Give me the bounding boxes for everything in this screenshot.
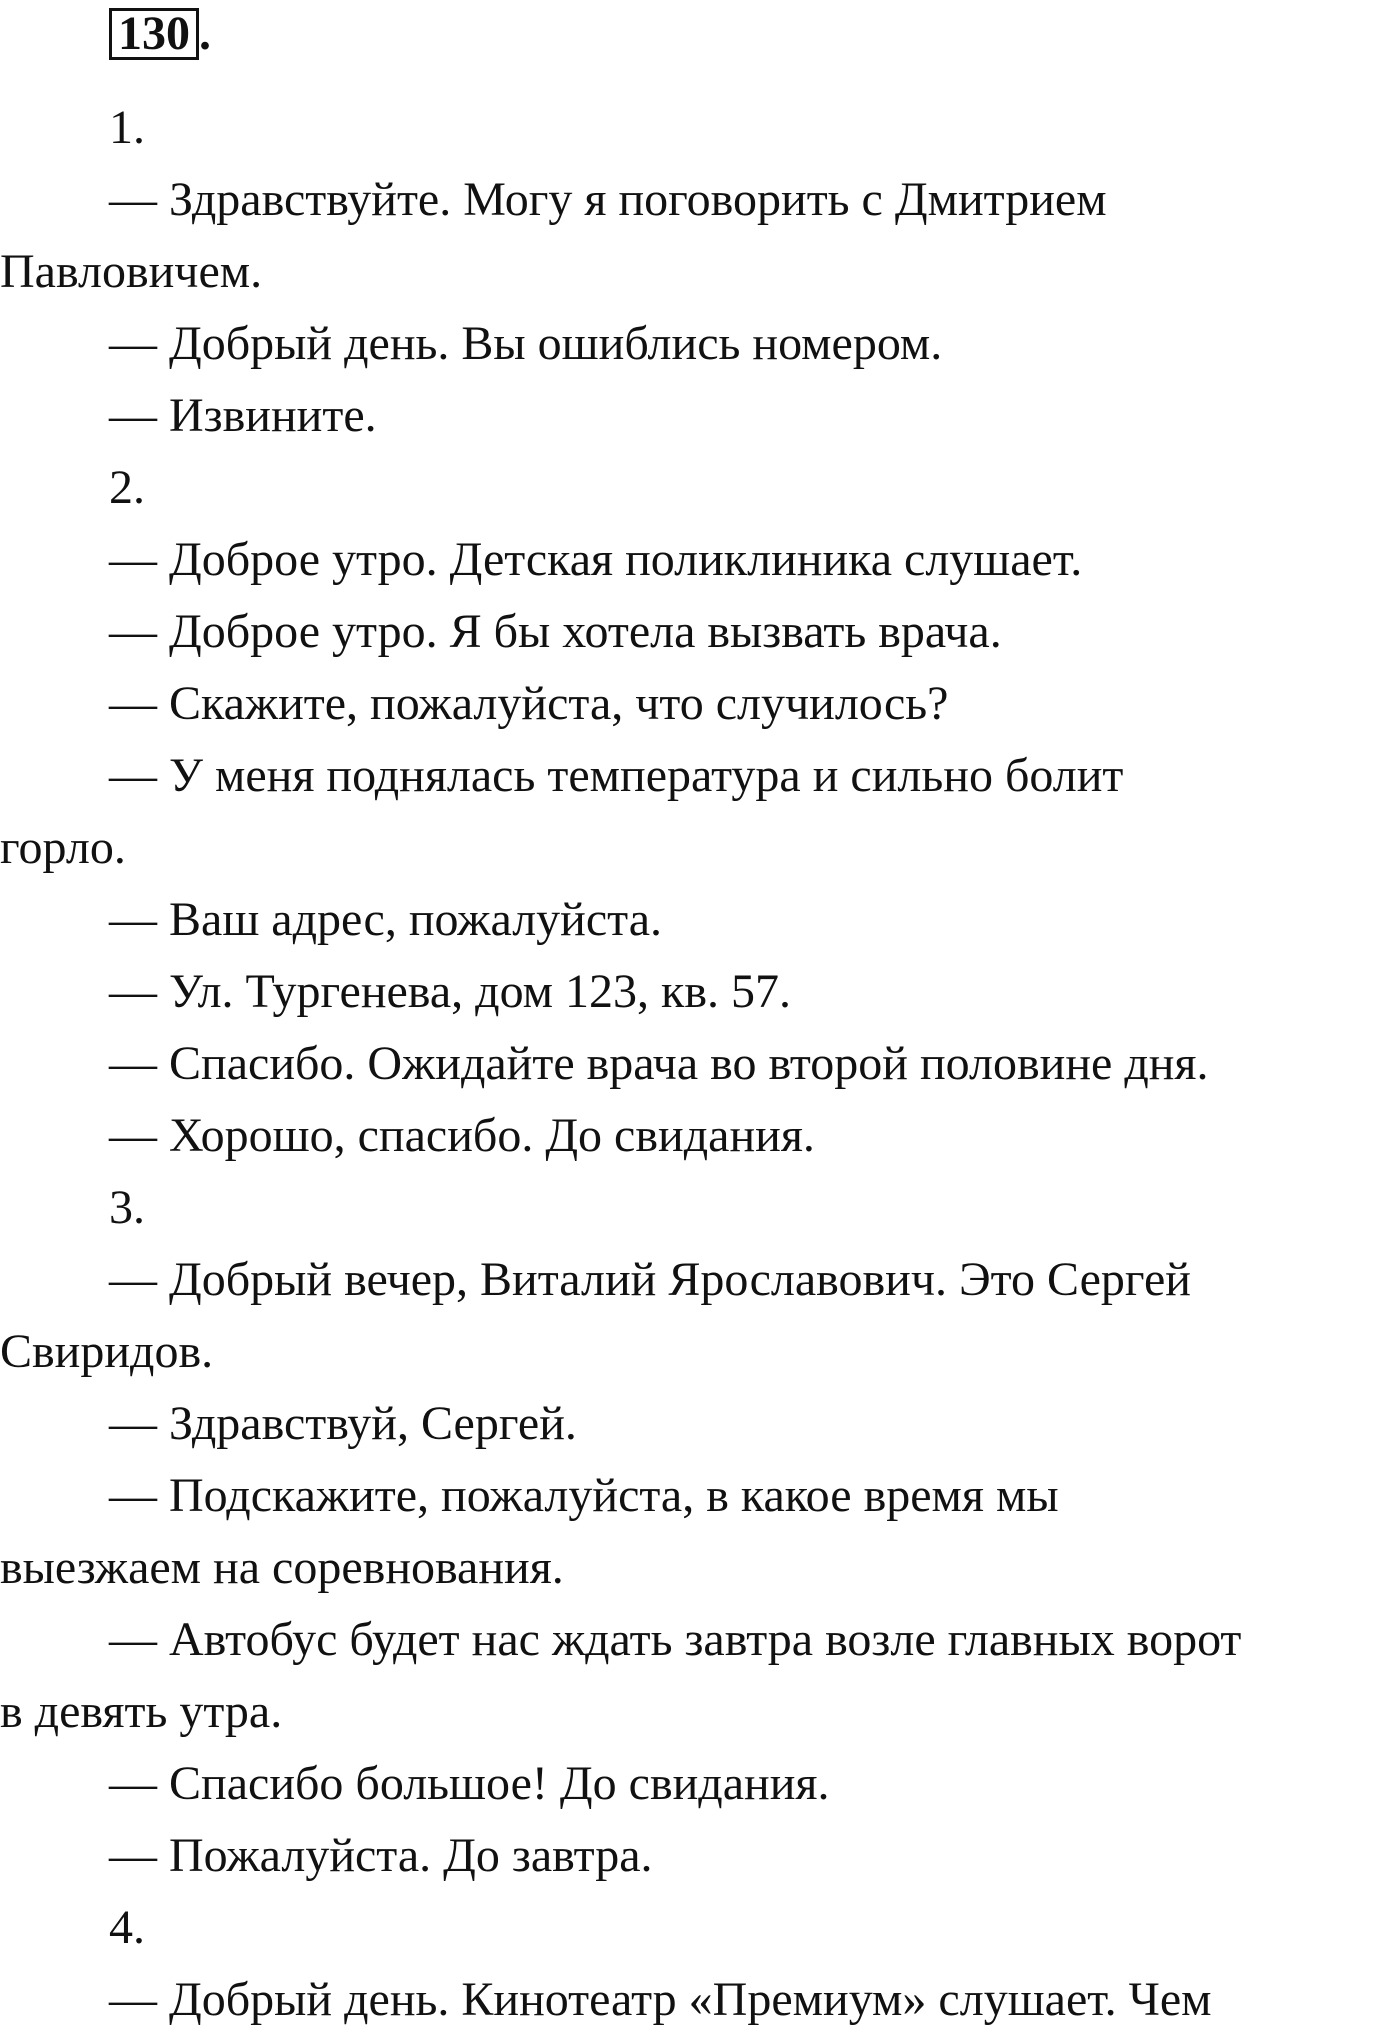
text-line: горло. xyxy=(0,821,126,874)
text-line: в девять утра. xyxy=(0,1685,283,1738)
text-line: 4. xyxy=(109,1901,145,1954)
text-line: — Здравствуйте. Могу я поговорить с Дмитрием xyxy=(109,173,1107,226)
text-line: — Спасибо. Ожидайте врача во второй половине дня. xyxy=(109,1037,1209,1090)
text-line: — Добрый день. Кинотеатр «Премиум» слушает. Чем xyxy=(109,1973,1212,2026)
text-line: — Здравствуй, Сергей. xyxy=(109,1397,577,1450)
text-line: Свиридов. xyxy=(0,1325,214,1378)
text-line: — Доброе утро. Я бы хотела вызвать врача. xyxy=(109,605,1002,658)
text-line: — Автобус будет нас ждать завтра возле главных ворот xyxy=(109,1613,1242,1666)
text-line: — Добрый день. Вы ошиблись номером. xyxy=(109,317,943,370)
text-line: 1. xyxy=(109,101,145,154)
text-line: — У меня поднялась температура и сильно болит xyxy=(109,749,1124,802)
exercise-number-suffix: . xyxy=(199,7,211,60)
text-line: 3. xyxy=(109,1181,145,1234)
text-line: — Спасибо большое! До свидания. xyxy=(109,1757,830,1810)
text-line: — Ваш адрес, пожалуйста. xyxy=(109,893,663,946)
text-line: — Добрый вечер, Виталий Ярославович. Это Сергей xyxy=(109,1253,1191,1306)
text-line: — Подскажите, пожалуйста, в какое время мы xyxy=(109,1469,1059,1522)
text-line: — Ул. Тургенева, дом 123, кв. 57. xyxy=(109,965,792,1018)
dialogue-text xyxy=(0,92,1400,2036)
text-line: выезжаем на соревнования. xyxy=(0,1541,564,1594)
text-line: — Доброе утро. Детская поликлиника слушает. xyxy=(109,533,1083,586)
text-line: — Извините. xyxy=(109,389,377,442)
text-line: — Пожалуйста. До завтра. xyxy=(109,1829,653,1882)
text-line: — Хорошо, спасибо. До свидания. xyxy=(109,1109,815,1162)
exercise-number xyxy=(109,8,211,60)
exercise-number-box: 130 xyxy=(109,8,199,60)
text-line: — Скажите, пожалуйста, что случилось? xyxy=(109,677,949,730)
text-line: Павловичем. xyxy=(0,245,263,298)
text-line: 2. xyxy=(109,461,145,514)
